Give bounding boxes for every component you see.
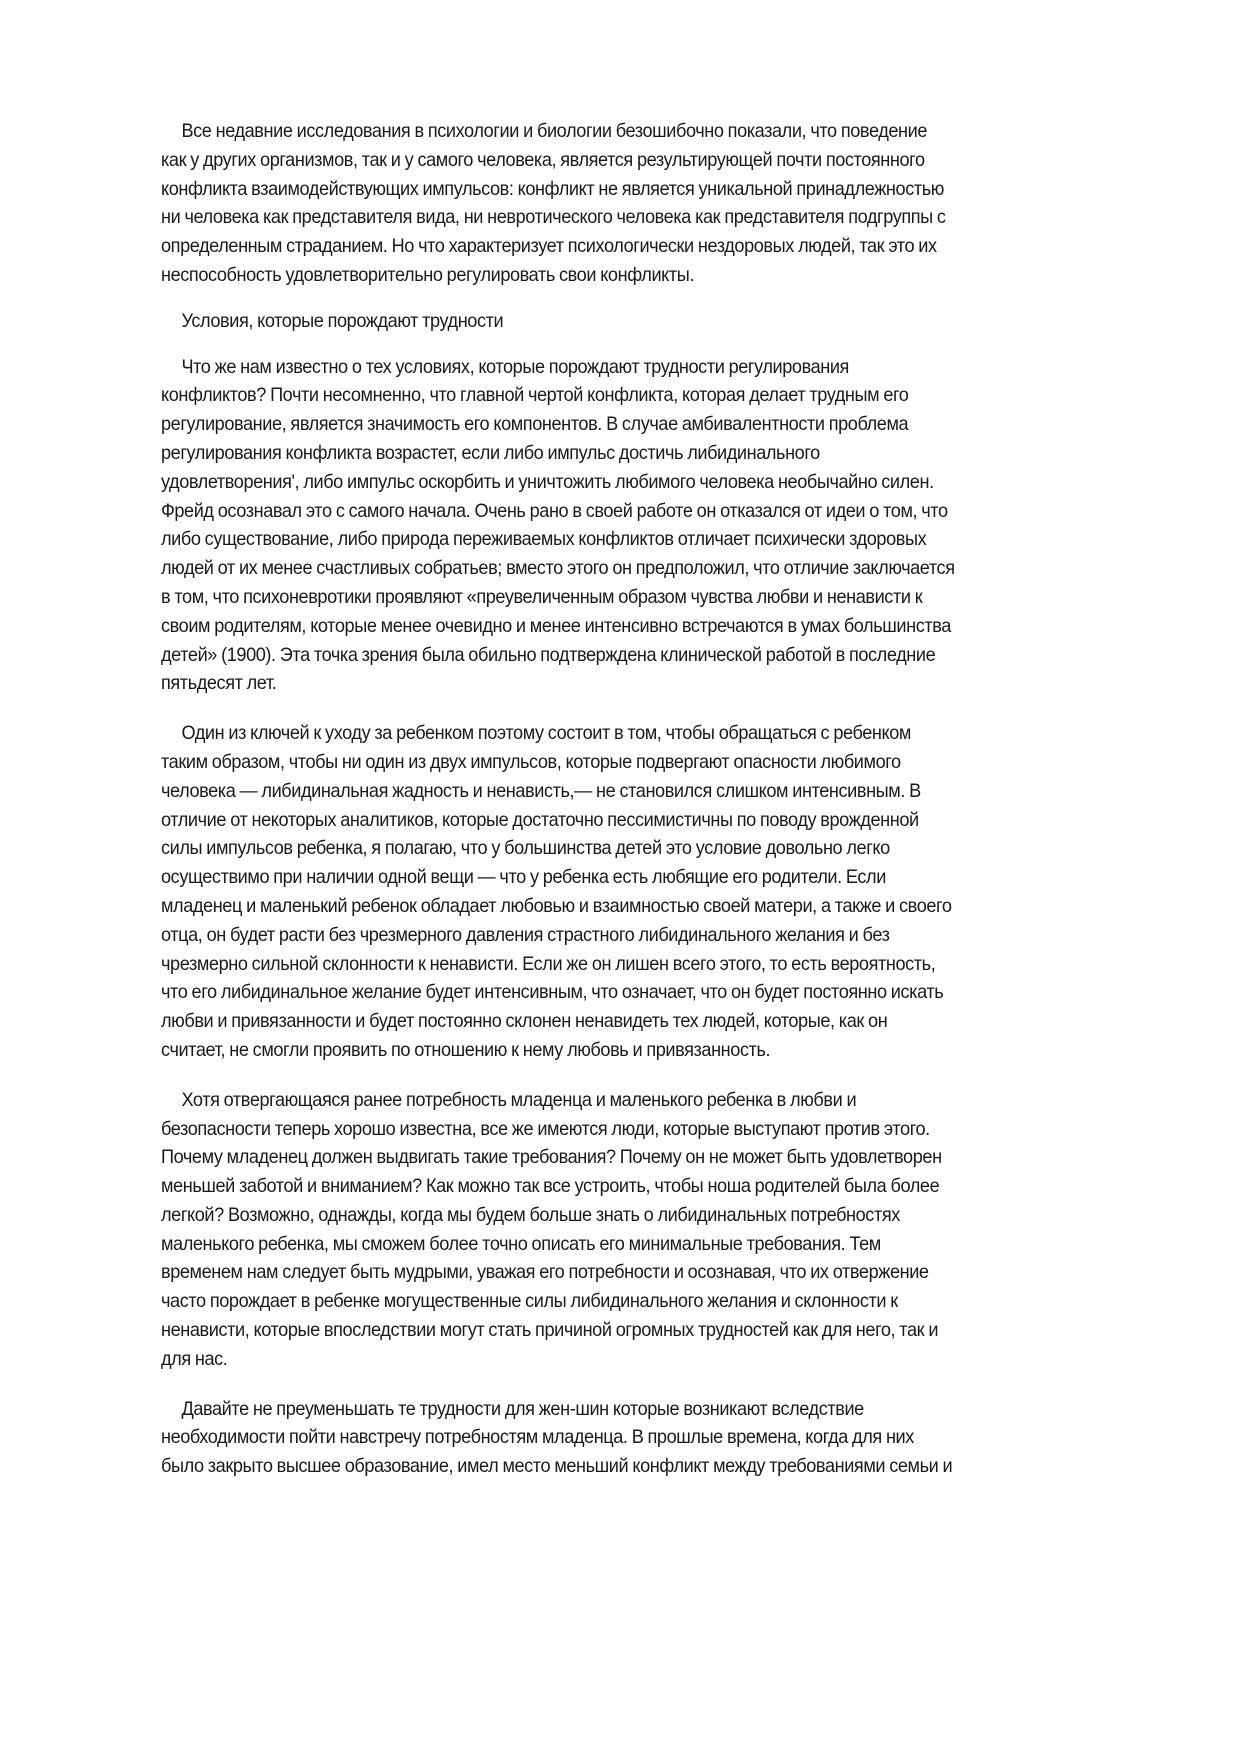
text-line: регулирования конфликта возрастет, если либо импульс достичь либидинального (161, 441, 820, 464)
text-line: было закрыто высшее образование, имел место меньший конфликт между требованиями семьи и (161, 1455, 953, 1478)
paragraph-child-care (161, 719, 1121, 1065)
text-line: своим родителям, которые менее очевидно и менее интенсивно встречаются в умах большинства (161, 614, 951, 637)
text-line: ни человека как представителя вида, ни невротического человека как представителя подгруппы с (161, 206, 946, 229)
text-line: что его либидинальное желание будет интенсивным, что означает, что он будет постоянно искать (161, 981, 944, 1004)
text-line: легкой? Возможно, однажды, когда мы будем больше знать о либидинальных потребностях (161, 1203, 900, 1226)
text-line: Хотя отвергающаяся ранее потребность младенца и маленького ребенка в любви и (181, 1088, 857, 1111)
paragraph-spacing (161, 698, 1121, 719)
text-line: для нас. (161, 1347, 228, 1370)
text-line: чрезмерно сильной склонности к ненависти. Если же он лишен всего этого, то есть вероятность, (161, 952, 936, 975)
paragraph-spacing (161, 1374, 1121, 1395)
text-line: детей» (1900). Эта точка зрения была обильно подтверждена клинической работой в последние (161, 643, 936, 666)
text-line: осуществимо при наличии одной вещи — что у ребенка есть любящие его родители. Если (161, 866, 886, 889)
text-line: регулирование, является значимость его компонентов. В случае амбивалентности проблема (161, 413, 909, 436)
paragraph-intro (161, 117, 1121, 290)
text-line: считает, не смогли проявить по отношению к нему любовь и привязанность. (161, 1038, 771, 1061)
paragraph-conditions (161, 353, 1121, 699)
text-line: младенец и маленький ребенок обладает любовью и взаимностью своей матери, а также и своего (161, 894, 952, 917)
section-heading-text: Условия, которые порождают трудности (181, 309, 504, 332)
text-line: отца, он будет расти без чрезмерного давления страстного либидинального желания и без (161, 923, 890, 946)
text-line: неспособность удовлетворительно регулировать свои конфликты. (161, 263, 695, 286)
text-line: любви и привязанности и будет постоянно склонен ненавидеть тех людей, которые, как он (161, 1010, 888, 1033)
text-line: конфликта взаимодействующих импульсов: конфликт не является уникальной принадлежностью (161, 177, 944, 200)
text-line: таким образом, чтобы ни один из двух импульсов, которые подвергают опасности любимого (161, 750, 901, 773)
text-line: временем нам следует быть мудрыми, уважая его потребности и осознавая, что их отвержение (161, 1261, 929, 1284)
text-line: определенным страданием. Но что характеризует психологически нездоровых людей, так это их (161, 235, 937, 258)
text-line: безопасности теперь хорошо известна, все же имеются люди, которые выступают против этого. (161, 1117, 930, 1140)
text-line: Давайте не преуменьшать те трудности для жен-шин которые возникают вследствие (181, 1397, 864, 1420)
text-line: маленького ребенка, мы сможем более точно описать его минимальные требования. Тем (161, 1232, 881, 1255)
text-line: Все недавние исследования в психологии и биологии безошибочно показали, что поведение (181, 120, 928, 142)
text-line: конфликтов? Почти несомненно, что главной чертой конфликта, которая делает трудным его (161, 384, 909, 407)
text-line: меньшей заботой и вниманием? Как можно так все устроить, чтобы ноша родителей была более (161, 1175, 940, 1198)
text-line: Что же нам известно о тех условиях, которые порождают трудности регулирования (181, 355, 849, 378)
paragraph-needs (161, 1086, 1121, 1374)
text-line: как у других организмов, так и у самого человека, является результирующей почти постоянного (161, 148, 925, 171)
text-line: силы импульсов ребенка, я полагаю, что у большинства детей это условие довольно легко (161, 837, 890, 860)
paragraph-spacing (161, 336, 1121, 353)
text-line: в том, что психоневротики проявляют «преувеличенным образом чувства любви и ненависти к (161, 585, 923, 608)
paragraph-women (161, 1395, 1121, 1481)
text-line: отличие от некоторых аналитиков, которые достаточно пессимистичны по поводу врожденной (161, 808, 919, 831)
text-line: человека — либидинальная жадность и ненависть,— не становился слишком интенсивным. В (161, 779, 921, 802)
paragraph-spacing (161, 290, 1121, 307)
document-body (161, 117, 1121, 1481)
text-line: Фрейд осознавал это с самого начала. Очень рано в своей работе он отказался от идеи о том, что (161, 499, 948, 522)
text-line: необходимости пойти навстречу потребностям младенца. В прошлые времена, когда для них (161, 1426, 914, 1449)
text-line: людей от их менее счастливых собратьев; вместо этого он предположил, что отличие заключается (161, 557, 955, 580)
text-line: Один из ключей к уходу за ребенком поэтому состоит в том, чтобы обращаться с ребенком (181, 722, 911, 745)
text-line: ненависти, которые впоследствии могут стать причиной огромных трудностей как для него, так и (161, 1319, 939, 1342)
text-line: либо существование, либо природа переживаемых конфликтов отличает психически здоровых (161, 528, 927, 551)
section-heading (161, 307, 1121, 336)
paragraph-spacing (161, 1065, 1121, 1086)
text-line: часто порождает в ребенке могущественные силы либидинального желания и склонности к (161, 1290, 898, 1313)
text-line: удовлетворения', либо импульс оскорбить и уничтожить любимого человека необычайно силен. (161, 470, 934, 493)
text-line: пятьдесят лет. (161, 672, 277, 695)
text-line: Почему младенец должен выдвигать такие требования? Почему он не может быть удовлетворен (161, 1146, 942, 1169)
